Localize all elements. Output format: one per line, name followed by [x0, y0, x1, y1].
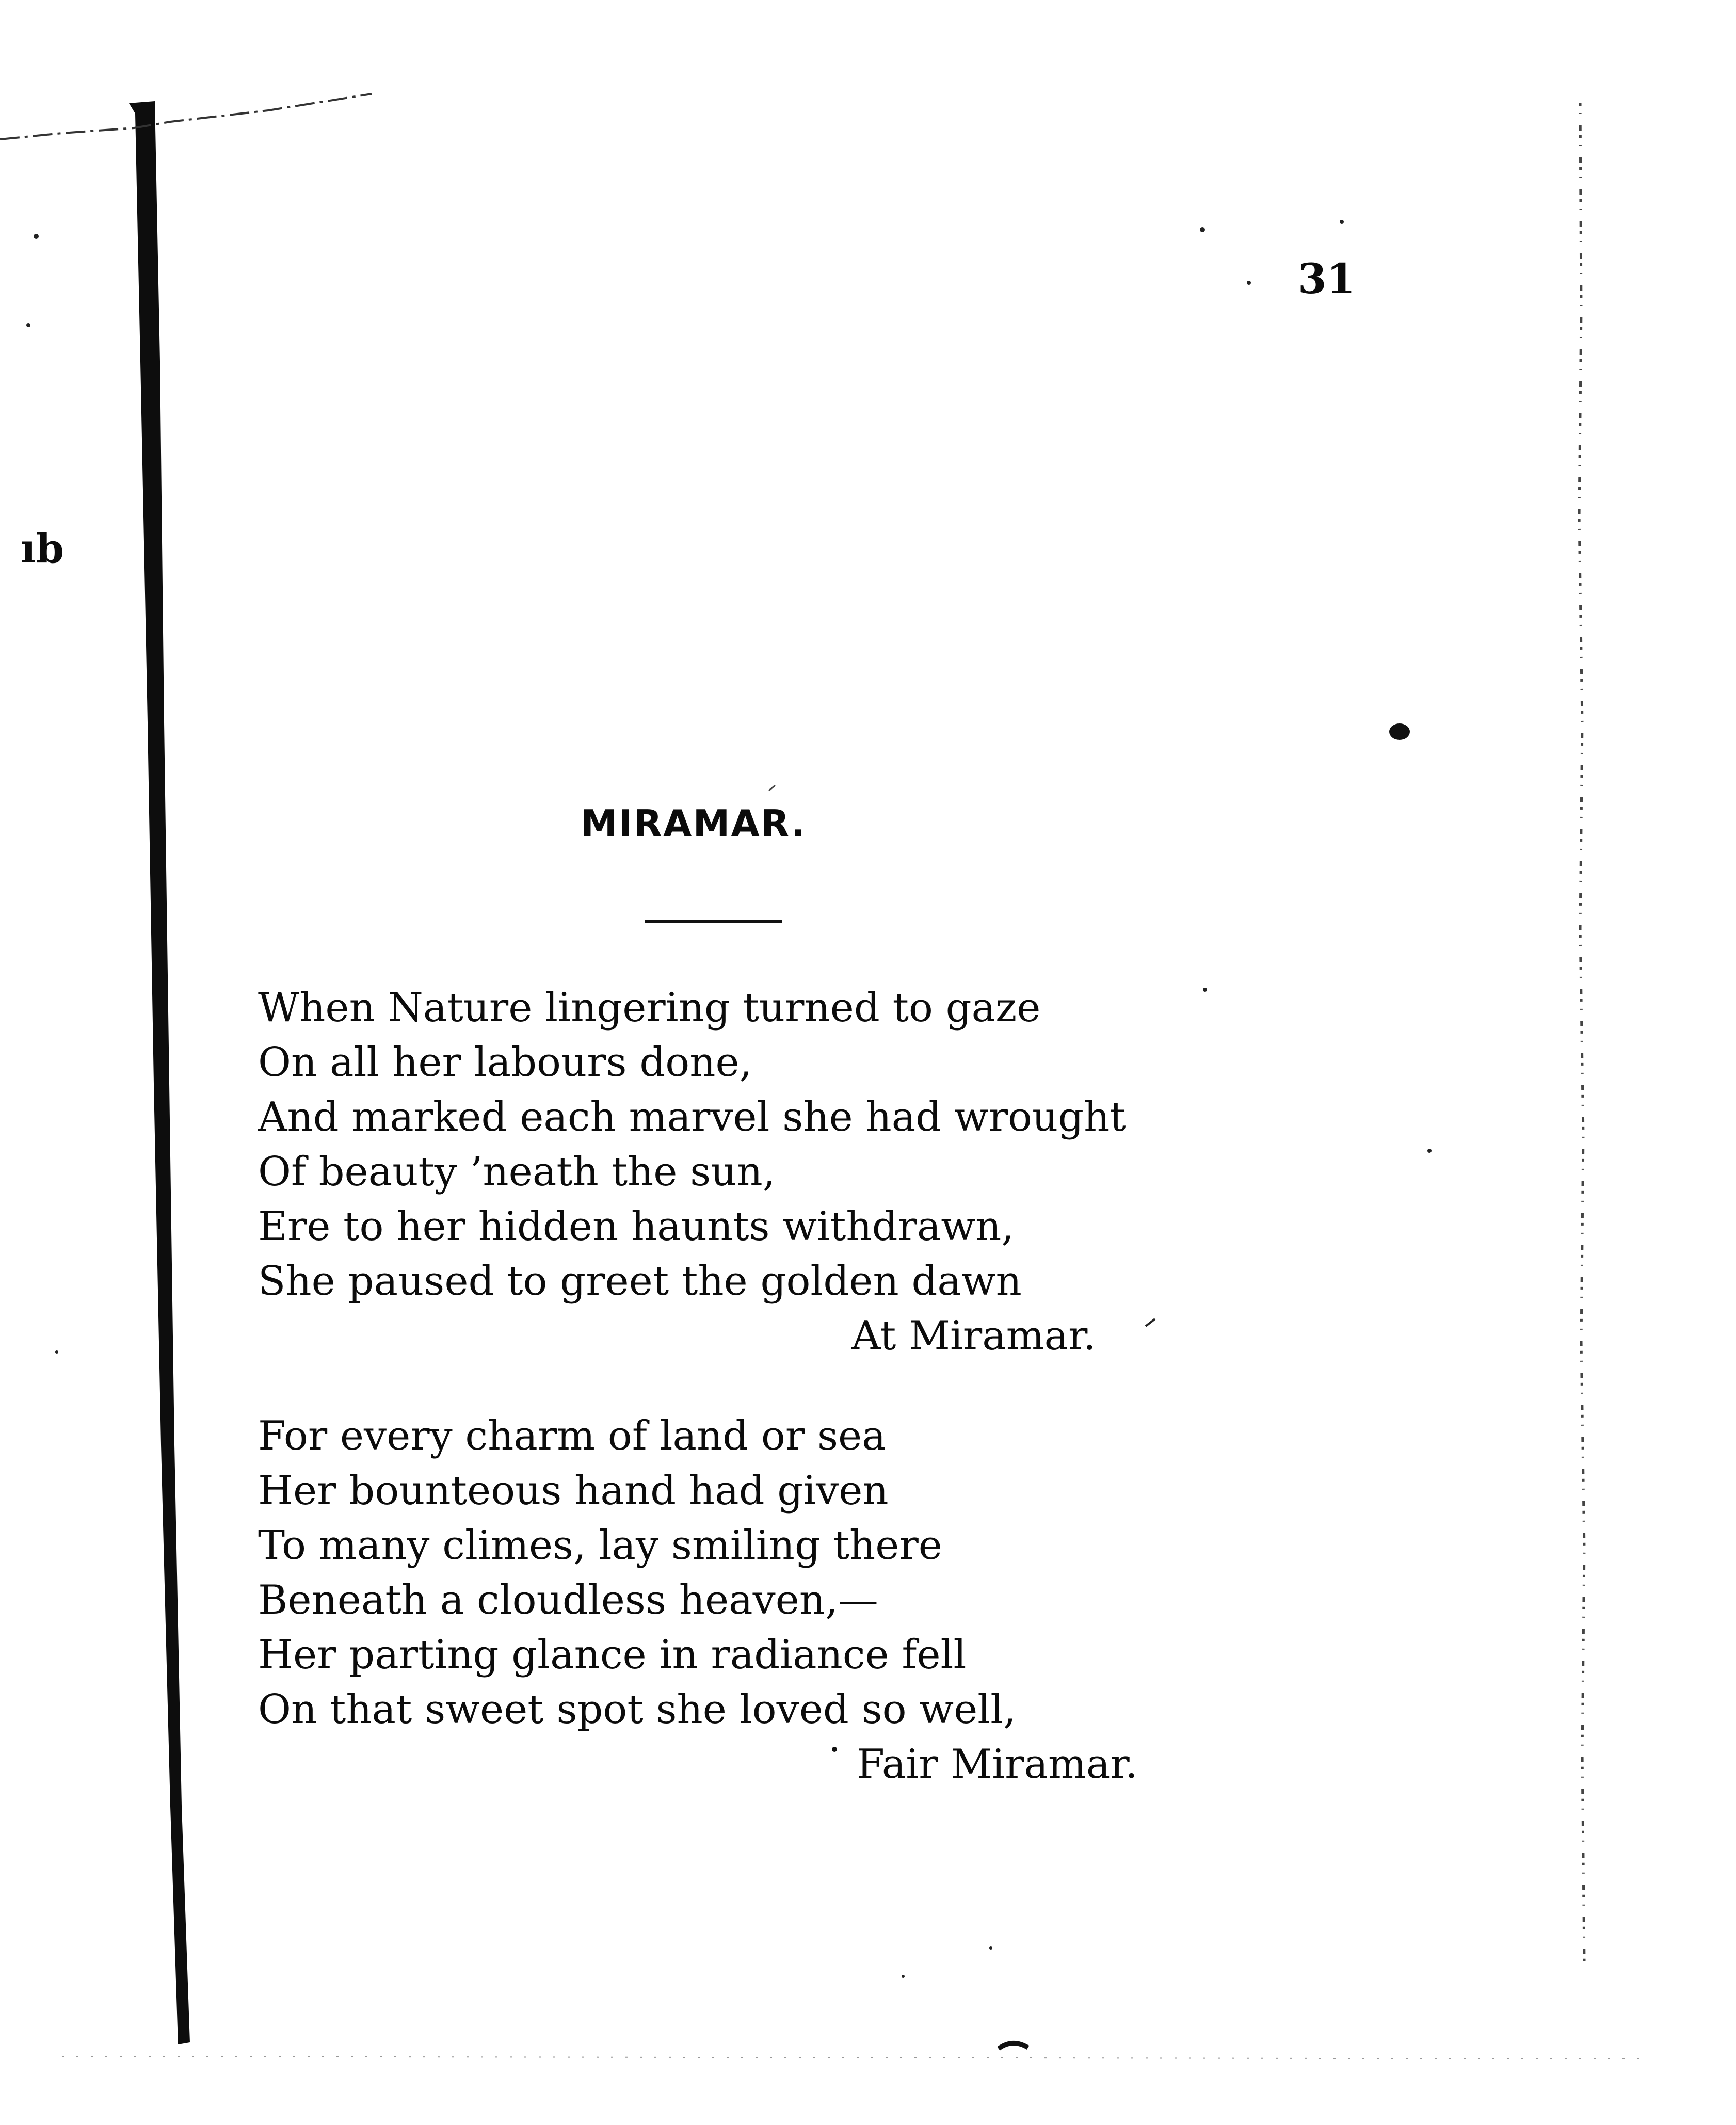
stanza-2 [258, 1409, 1187, 1792]
speck [902, 1975, 905, 1978]
poem-line: Her bounteous hand had given [258, 1468, 889, 1514]
speck [26, 323, 30, 327]
poem-line: For every charm of land or sea [258, 1413, 886, 1459]
margin-text-fragment: ıb [21, 525, 65, 572]
poem-line: On that sweet spot she loved so well, [258, 1686, 1016, 1733]
speck [34, 234, 39, 239]
speck [55, 1350, 58, 1354]
speck [1247, 281, 1251, 285]
refrain-line: Fair Miramar. [857, 1741, 1138, 1788]
poem-line: When Nature lingering turned to gaze [258, 985, 1041, 1031]
poem-line: She paused to greet the golden dawn [258, 1258, 1022, 1305]
poem-title: MIRAMAR. [581, 802, 807, 845]
poem-line: Of beauty ’neath the sun, [258, 1149, 776, 1195]
page-number: 31 [1298, 254, 1356, 303]
poem-line: And marked each marvel she had wrought [258, 1094, 1126, 1140]
binding-shadow-bar [129, 101, 190, 2044]
speck-tick [769, 785, 775, 791]
speck [1203, 988, 1207, 992]
speck [989, 1946, 992, 1950]
poem-line: Ere to her hidden haunts withdrawn, [258, 1203, 1015, 1250]
speck [1200, 227, 1205, 232]
poem-line: Her parting glance in radiance fell [258, 1632, 967, 1678]
stray-line-top [0, 94, 372, 139]
poem-line: Beneath a cloudless heaven,— [258, 1577, 878, 1623]
ink-blot [1389, 723, 1410, 740]
right-edge-speckle [1579, 103, 1584, 1961]
speck [1427, 1149, 1432, 1153]
stanza-1 [258, 980, 1187, 1363]
poem-line: To many climes, lay smiling there [258, 1522, 942, 1569]
bottom-edge-dots [62, 2056, 1651, 2059]
poem-line: On all her labours done, [258, 1039, 752, 1086]
title-rule [645, 920, 782, 923]
bottom-curl-mark [999, 2043, 1028, 2049]
refrain-line: At Miramar. [851, 1313, 1096, 1359]
speck [1340, 220, 1344, 224]
